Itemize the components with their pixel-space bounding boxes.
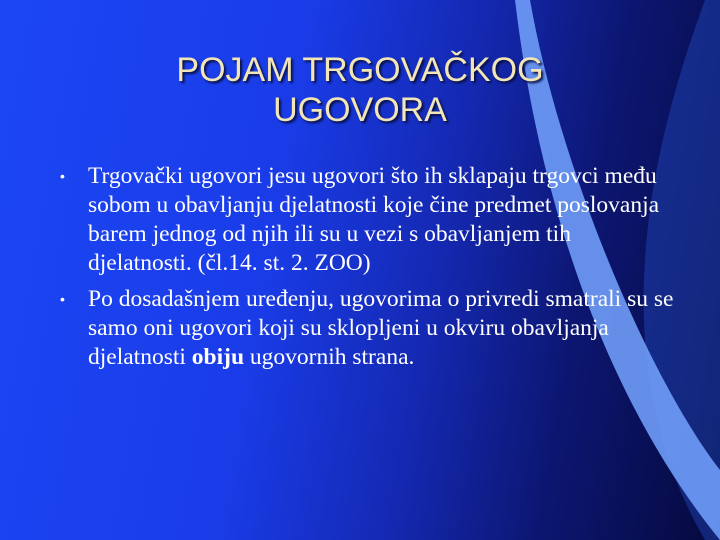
bullet-text-part-1: Po dosadašnjem uređenju, ugovorima o privredi smatrali su se samo oni ugovori koji su sklopljeni u okviru obavljanja djelatnosti	[88, 286, 674, 370]
bullet-item-1	[60, 162, 678, 278]
bullet-item-2	[60, 285, 678, 372]
bullet-text-part-2: ugovornih strana.	[244, 344, 415, 370]
bullet-text-bold: obiju	[191, 344, 245, 370]
title-line-2: UGOVORA	[273, 91, 447, 129]
bullet-text: Trgovački ugovori jesu ugovori što ih sklapaju trgovci među sobom u obavljanju djelatnosti koje čine predmet poslovanja barem jednog od njih ili su u vezi s obavljanjem tih djelatnosti. (čl.14. st. 2. ZOO)	[88, 163, 660, 276]
title-line-1: POJAM TRGOVAČKOG	[176, 51, 544, 89]
bullet-list	[60, 162, 678, 372]
slide-title	[90, 50, 630, 130]
bullet-icon: •	[60, 168, 65, 184]
bullet-icon: •	[60, 291, 65, 307]
